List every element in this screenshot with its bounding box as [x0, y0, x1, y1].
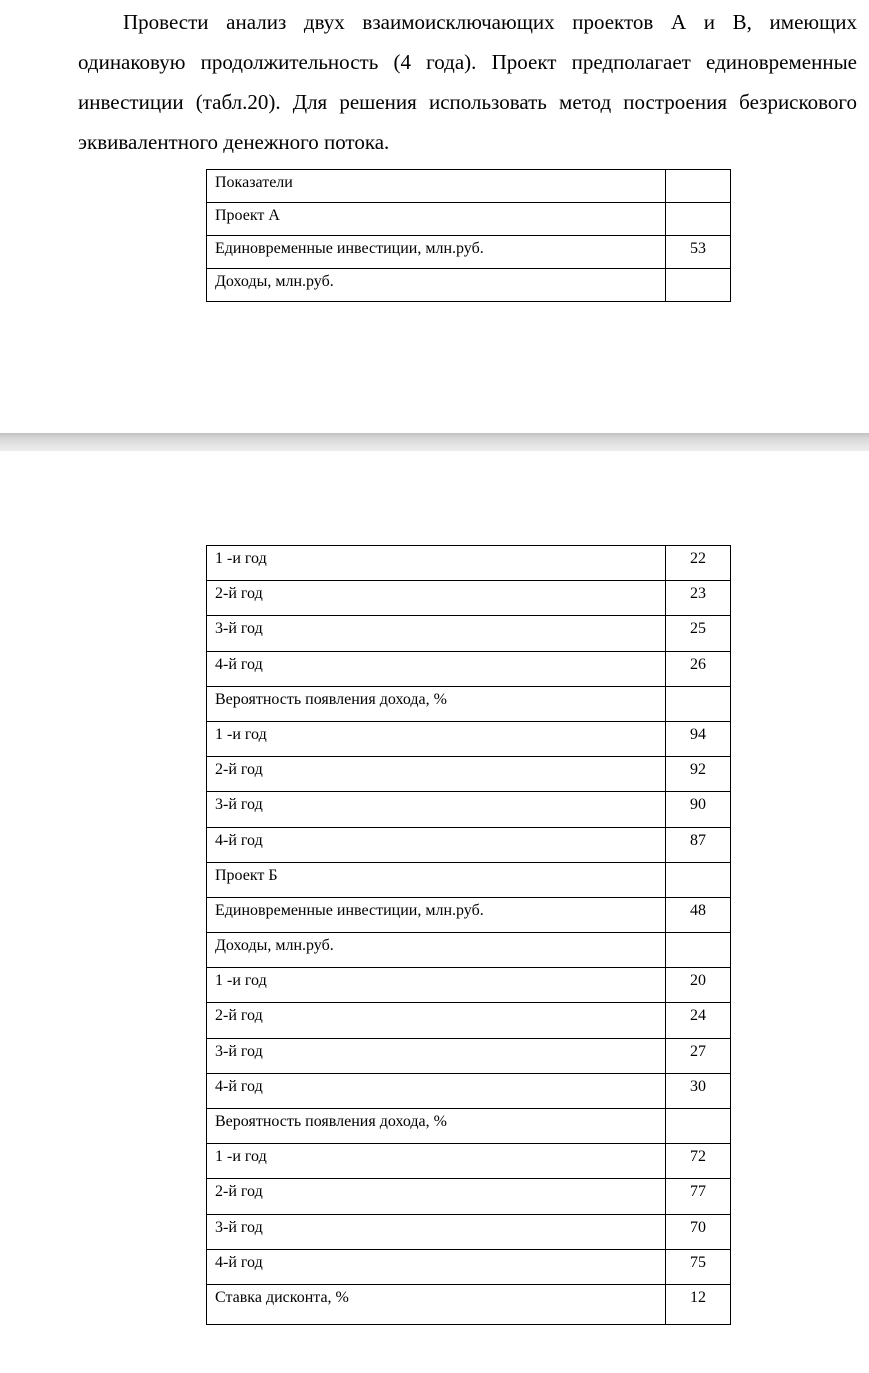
row-label: Вероятность появления дохода, % — [207, 686, 666, 721]
table-row — [207, 757, 731, 792]
row-value — [666, 1109, 731, 1144]
row-value: 24 — [666, 1003, 731, 1038]
row-label: Ставка дисконта, % — [207, 1284, 666, 1324]
row-label: 2-й год — [207, 1003, 666, 1038]
row-value: 48 — [666, 897, 731, 932]
row-value — [666, 862, 731, 897]
row-label: Доходы, млн.руб. — [207, 933, 666, 968]
row-label: Доходы, млн.руб. — [207, 269, 666, 302]
table-body — [207, 170, 731, 302]
table-row — [207, 968, 731, 1003]
table-row — [207, 721, 731, 756]
row-label: Проект Б — [207, 862, 666, 897]
row-value: 22 — [666, 546, 731, 581]
row-label: 3-й год — [207, 1038, 666, 1073]
row-value: 75 — [666, 1249, 731, 1284]
intro-paragraph: Провести анализ двух взаимоисключающих проектов А и В, имеющих одинаковую продолжительность (4 года). Проект предполагает единовременные инвестиции (табл.20). Для решения использовать метод построения безрискового эквивалентного денежного потока. — [78, 10, 857, 154]
row-label: 4-й год — [207, 651, 666, 686]
indicators-table-part-1 — [206, 169, 731, 302]
table-row — [207, 170, 731, 203]
row-label: 3-й год — [207, 792, 666, 827]
table-row — [207, 1144, 731, 1179]
row-label: 3-й год — [207, 616, 666, 651]
row-label: 2-й год — [207, 757, 666, 792]
table-row — [207, 1038, 731, 1073]
row-value: 12 — [666, 1284, 731, 1324]
row-value — [666, 686, 731, 721]
row-value: 26 — [666, 651, 731, 686]
row-label: 3-й год — [207, 1214, 666, 1249]
table-row — [207, 792, 731, 827]
table-row — [207, 827, 731, 862]
row-label: 4-й год — [207, 827, 666, 862]
table-row — [207, 933, 731, 968]
table-row — [207, 1214, 731, 1249]
row-value: 77 — [666, 1179, 731, 1214]
row-label: Показатели — [207, 170, 666, 203]
row-value: 92 — [666, 757, 731, 792]
row-value: 90 — [666, 792, 731, 827]
row-value: 20 — [666, 968, 731, 1003]
row-label: Вероятность появления дохода, % — [207, 1109, 666, 1144]
row-label: Единовременные инвестиции, млн.руб. — [207, 236, 666, 269]
table-row — [207, 1003, 731, 1038]
row-value: 87 — [666, 827, 731, 862]
table-body — [207, 546, 731, 1325]
table-row — [207, 686, 731, 721]
row-label: 1 -и год — [207, 721, 666, 756]
row-value — [666, 269, 731, 302]
row-value — [666, 933, 731, 968]
table-row — [207, 897, 731, 932]
row-value — [666, 170, 731, 203]
row-label: 2-й год — [207, 581, 666, 616]
table-row — [207, 581, 731, 616]
row-value — [666, 203, 731, 236]
indicators-table-part-2 — [206, 545, 731, 1325]
document-page-1 — [0, 0, 869, 433]
table-row — [207, 1179, 731, 1214]
row-value: 70 — [666, 1214, 731, 1249]
table-row — [207, 1073, 731, 1108]
row-value: 72 — [666, 1144, 731, 1179]
row-value: 30 — [666, 1073, 731, 1108]
table-row — [207, 1109, 731, 1144]
row-label: 1 -и год — [207, 1144, 666, 1179]
table-row — [207, 546, 731, 581]
row-label: Проект А — [207, 203, 666, 236]
row-label: 2-й год — [207, 1179, 666, 1214]
row-value: 27 — [666, 1038, 731, 1073]
table-row — [207, 651, 731, 686]
row-value: 25 — [666, 616, 731, 651]
table-row — [207, 269, 731, 302]
table-row — [207, 862, 731, 897]
row-value: 94 — [666, 721, 731, 756]
table-row — [207, 616, 731, 651]
table-row — [207, 1284, 731, 1324]
row-label: Единовременные инвестиции, млн.руб. — [207, 897, 666, 932]
table-row — [207, 1249, 731, 1284]
row-label: 1 -и год — [207, 546, 666, 581]
row-label: 1 -и год — [207, 968, 666, 1003]
table-row — [207, 236, 731, 269]
row-value: 53 — [666, 236, 731, 269]
row-value: 23 — [666, 581, 731, 616]
page-separator — [0, 433, 869, 451]
table-row — [207, 203, 731, 236]
row-label: 4-й год — [207, 1249, 666, 1284]
row-label: 4-й год — [207, 1073, 666, 1108]
